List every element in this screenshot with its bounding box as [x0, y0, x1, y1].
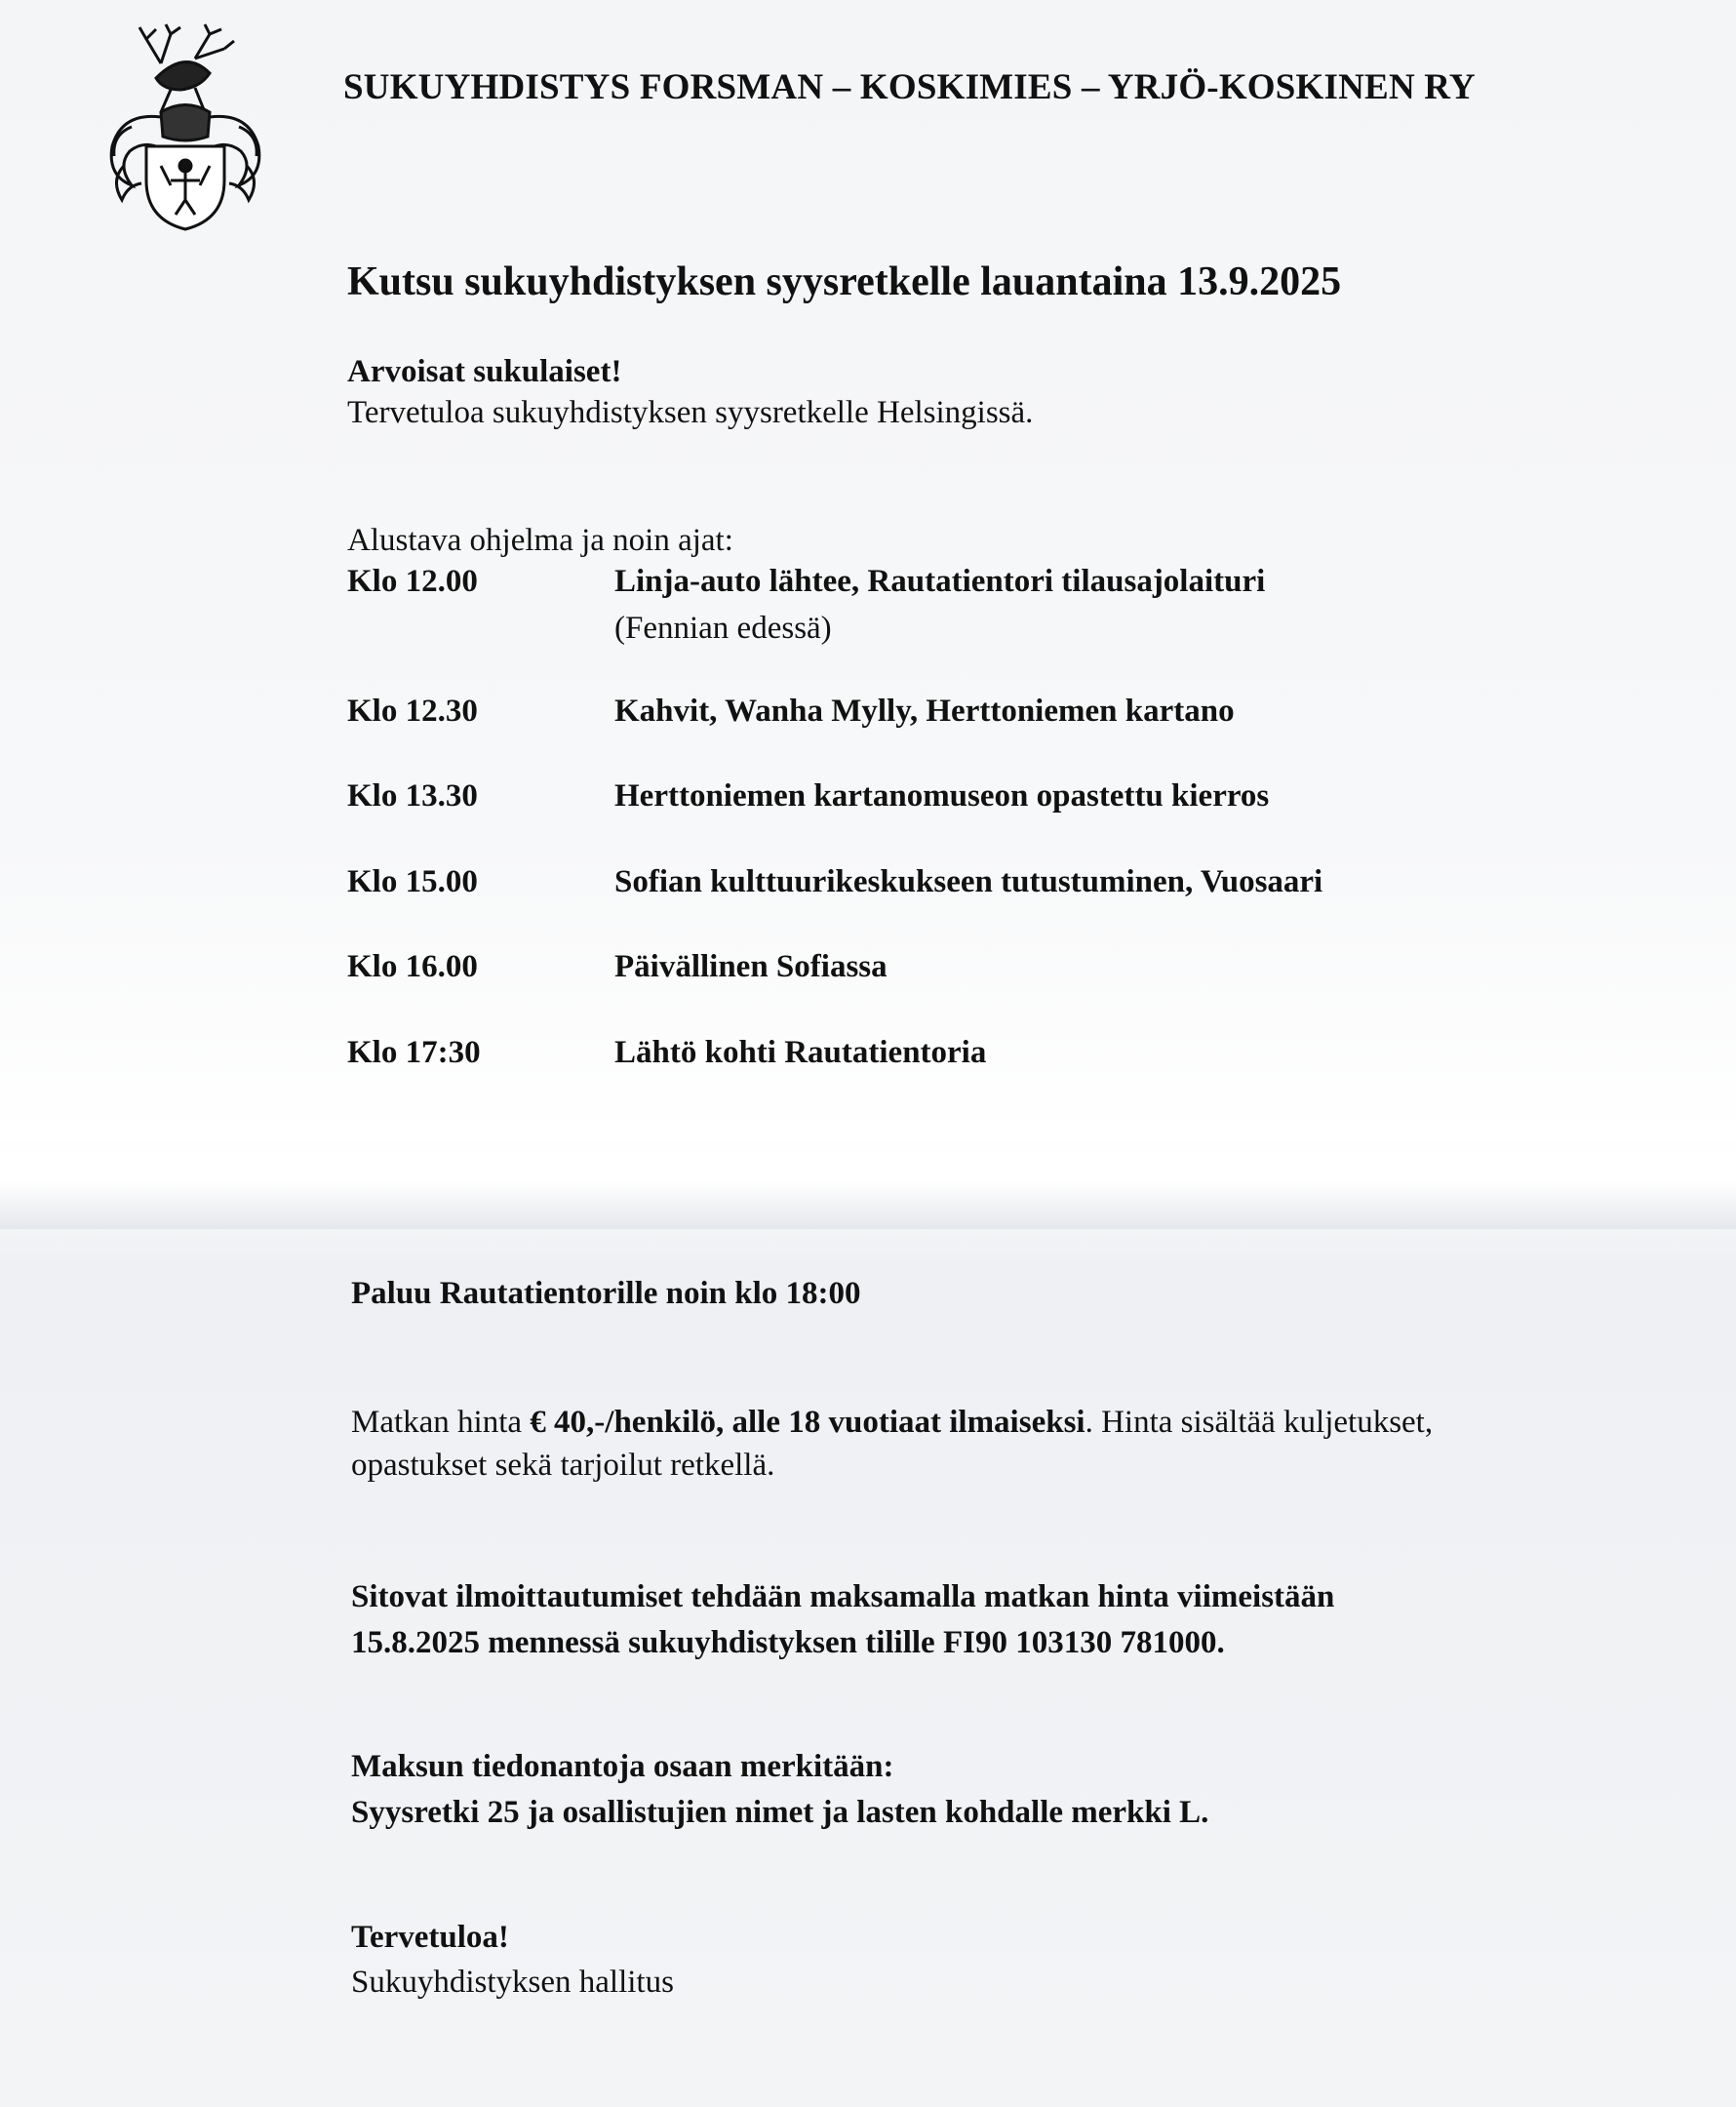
schedule-activity: Päivällinen Sofiassa — [614, 949, 888, 984]
schedule-note: (Fennian edessä) — [614, 611, 832, 646]
closing-block — [351, 1915, 674, 2005]
return-time: Paluu Rautatientorille noin klo 18:00 — [351, 1276, 861, 1311]
price-paragraph — [351, 1401, 1570, 1487]
schedule-activity: Sofian kulttuurikeskukseen tutustuminen, Vuosaari — [614, 864, 1323, 899]
schedule-activity: Linja-auto lähtee, Rautatientori tilausajolaituri — [614, 564, 1266, 599]
welcome-line: Tervetuloa sukuyhdistyksen syysretkelle Helsingissä. — [347, 395, 1034, 430]
greeting-block — [347, 351, 1033, 433]
schedule-activity: Lähtö kohti Rautatientoria — [614, 1035, 987, 1070]
registration-line: 15.8.2025 mennessä sukuyhdistyksen tilille FI90 103130 781000. — [351, 1625, 1225, 1660]
schedule-activity: Herttoniemen kartanomuseon opastettu kierros — [614, 778, 1270, 814]
schedule-time: Klo 13.30 — [347, 778, 478, 814]
schedule-time: Klo 16.00 — [347, 949, 478, 984]
organization-name: SUKUYHDISTYS FORSMAN – KOSKIMIES – YRJÖ-KOSKINEN RY — [343, 67, 1476, 107]
page-title: Kutsu sukuyhdistyksen syysretkelle lauantaina 13.9.2025 — [347, 259, 1342, 304]
payment-info-line: Syysretki 25 ja osallistujien nimet ja lasten kohdalle merkki L. — [351, 1795, 1209, 1830]
payment-info-line: Maksun tiedonantoja osaan merkitään: — [351, 1749, 894, 1784]
price-prefix: Matkan hinta — [351, 1405, 531, 1440]
schedule-time: Klo 15.00 — [347, 864, 478, 899]
program-intro: Alustava ohjelma ja noin ajat: — [347, 523, 733, 558]
registration-line: Sitovat ilmoittautumiset tehdään maksamalla matkan hinta viimeistään — [351, 1579, 1335, 1614]
schedule-time: Klo 12.30 — [347, 694, 478, 729]
salutation: Arvoisat sukulaiset! — [347, 354, 622, 389]
paper-fold — [0, 1122, 1736, 1229]
schedule-time: Klo 17:30 — [347, 1035, 481, 1070]
coat-of-arms-icon — [102, 20, 268, 234]
schedule-activity: Kahvit, Wanha Mylly, Herttoniemen kartano — [614, 694, 1235, 729]
payment-info-paragraph — [351, 1744, 1619, 1836]
price-suffix: . Hinta sisältää kuljetukset, opastukset sekä tarjoilut retkellä. — [351, 1405, 1434, 1483]
signature: Sukuyhdistyksen hallitus — [351, 1965, 674, 2000]
closing-welcome: Tervetuloa! — [351, 1920, 509, 1955]
registration-paragraph — [351, 1574, 1619, 1666]
schedule-time: Klo 12.00 — [347, 564, 478, 599]
price-amount: € 40,-/henkilö, alle 18 vuotiaat ilmaiseksi — [530, 1405, 1085, 1440]
